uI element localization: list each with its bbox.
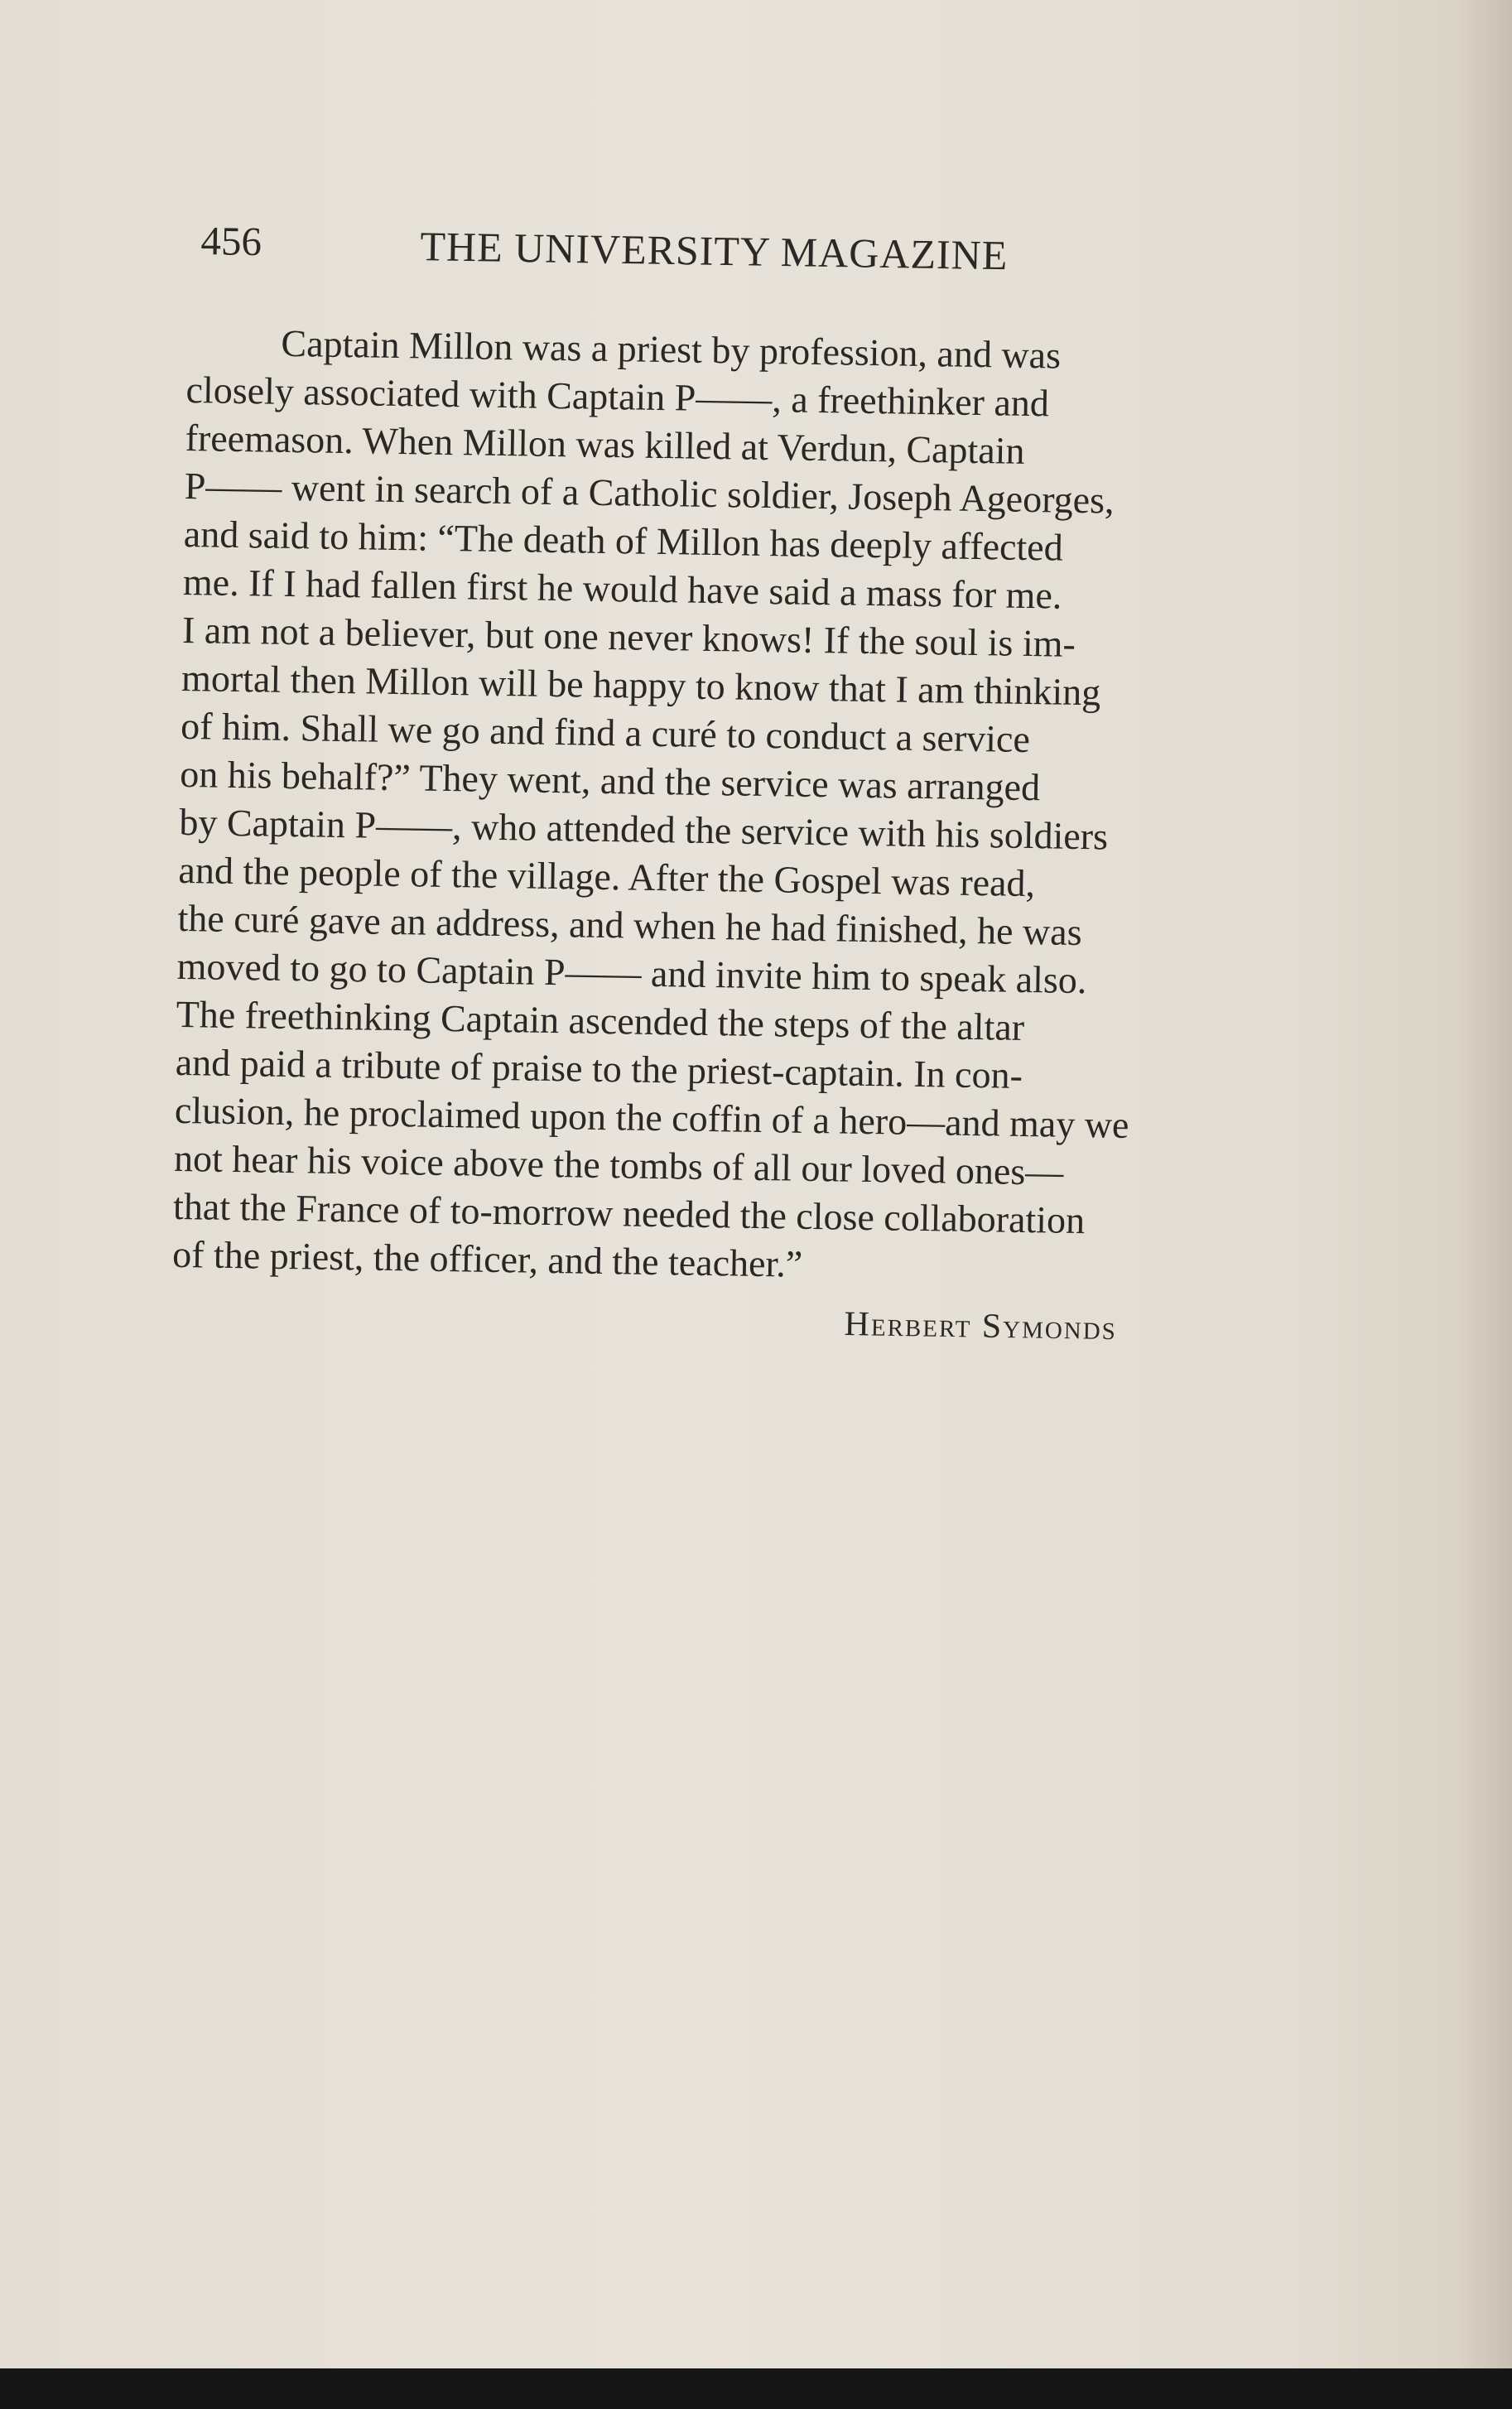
page-number: 456 (200, 217, 262, 265)
scan-bottom-edge (0, 2368, 1512, 2409)
text-line: the curé gave an address, and when he had finished, he was (177, 896, 1082, 954)
text-line: on his behalf?” They went, and the service was arranged (179, 752, 1041, 809)
author-signature: Herbert Symonds (844, 1304, 1118, 1348)
page-gutter-shadow (1454, 0, 1512, 2368)
text-line: P—— went in search of a Catholic soldier, Joseph Ageorges, (184, 464, 1115, 522)
article-body (172, 318, 1346, 1297)
text-line: mortal then Millon will be happy to know that I am thinking (181, 656, 1101, 714)
text-line: of him. Shall we go and find a curé to conduct a service (180, 704, 1031, 761)
text-line: Captain Millon was a priest by profession, and was (281, 321, 1062, 377)
text-line: not hear his voice above the tombs of all our loved ones— (173, 1136, 1064, 1193)
text-line: clusion, he proclaimed upon the coffin of a hero—and may we (174, 1088, 1129, 1146)
text-line: I am not a believer, but one never knows! If the soul is im- (181, 608, 1076, 665)
text-line: freemason. When Millon was killed at Verdun, Captain (185, 416, 1025, 472)
text-line: and said to him: “The death of Millon has deeply affected (183, 512, 1064, 569)
text-line: and the people of the village. After the Gospel was read, (178, 848, 1036, 905)
text-line: moved to go to Captain P—— and invite him to speak also. (176, 944, 1087, 1002)
running-title: THE UNIVERSITY MAGAZINE (420, 223, 1009, 279)
text-line: by Captain P——, who attended the service with his soldiers (179, 800, 1109, 858)
text-line: me. If I had fallen first he would have said a mass for me. (182, 560, 1062, 617)
text-line: closely associated with Captain P——, a freethinker and (185, 368, 1050, 425)
page-header (200, 217, 1079, 297)
text-line: The freethinking Captain ascended the steps of the altar (176, 992, 1025, 1048)
text-line: and paid a tribute of praise to the priest-captain. In con- (175, 1040, 1023, 1096)
text-line: that the France of to-morrow needed the close collaboration (172, 1184, 1086, 1242)
text-line: of the priest, the officer, and the teacher.” (171, 1232, 803, 1285)
